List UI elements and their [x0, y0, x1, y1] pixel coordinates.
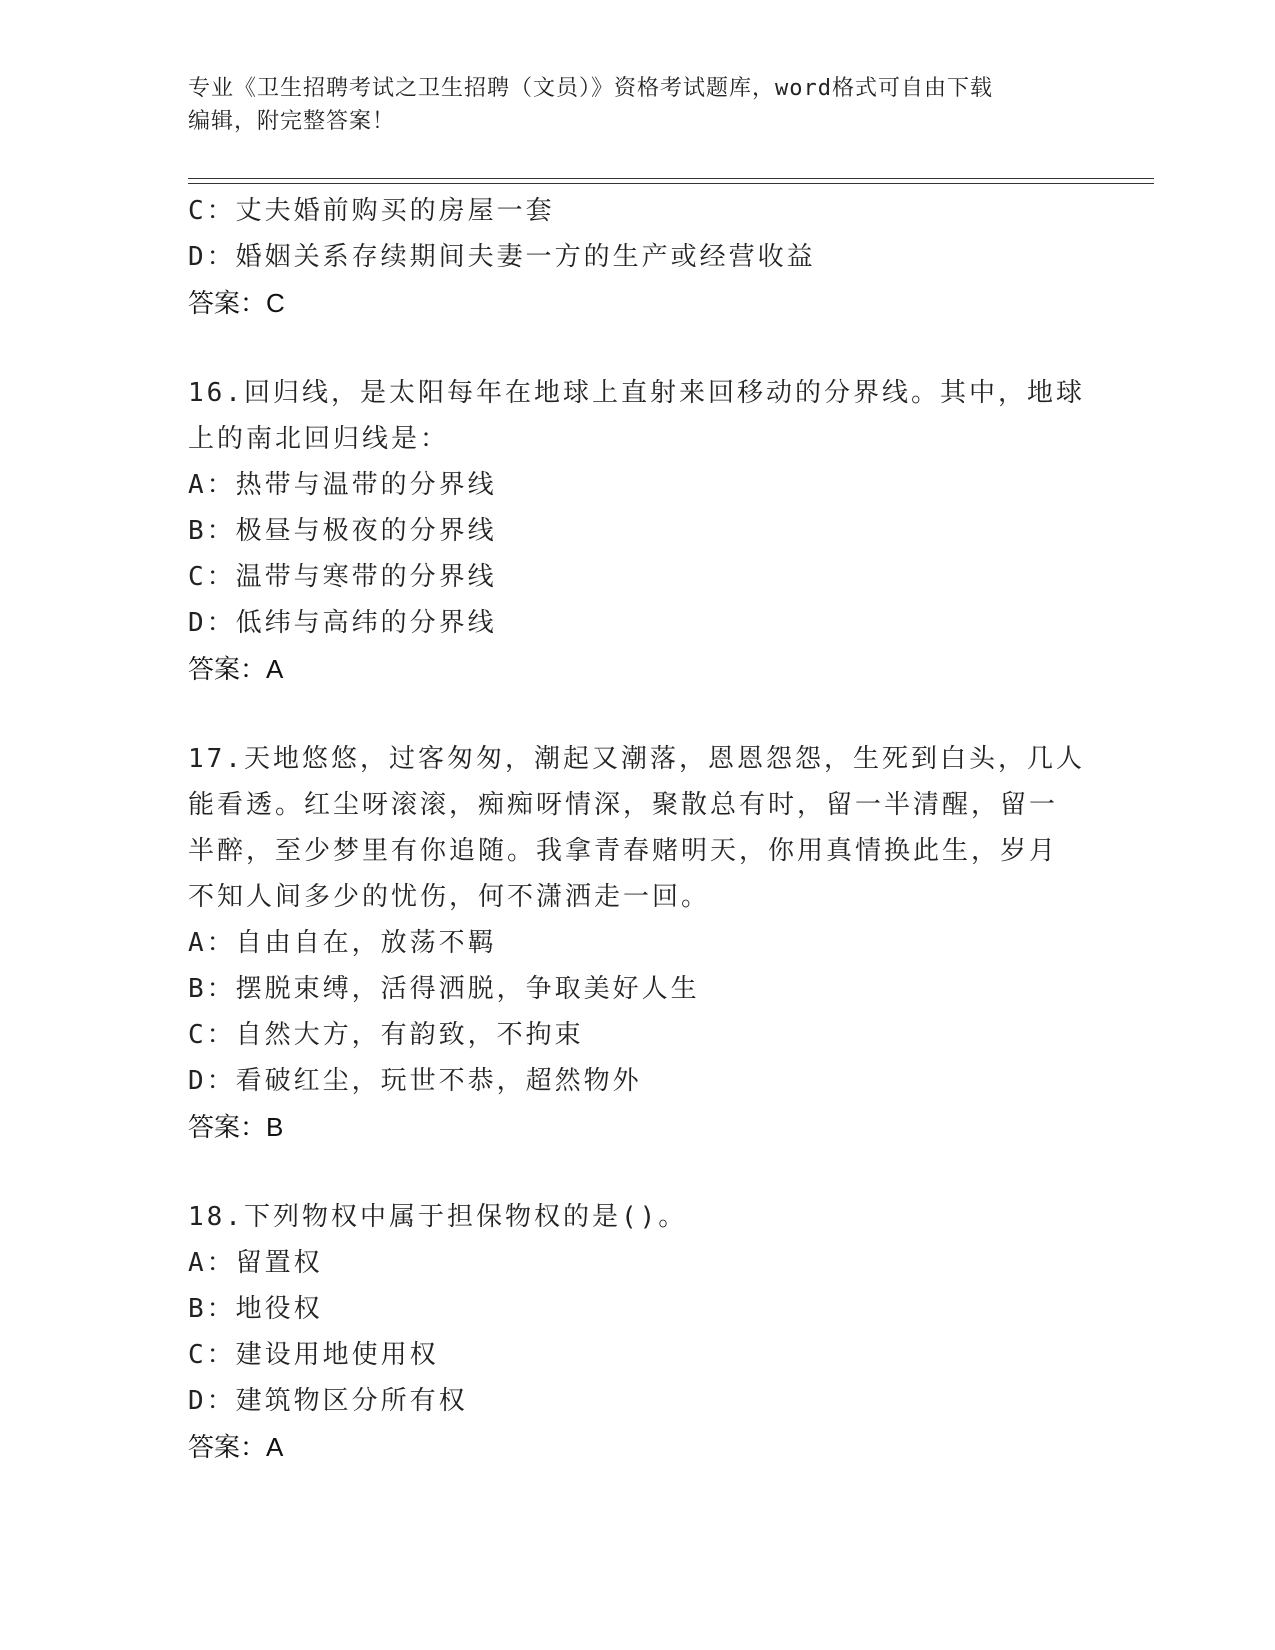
question-stem-line: 不知人间多少的忧伤，何不潇洒走一回。	[188, 882, 711, 912]
question-stem-line: 18.下列物权中属于担保物权的是()。	[188, 1202, 688, 1232]
question-stem-line: 上的南北回归线是：	[188, 424, 450, 454]
question-17	[188, 736, 1088, 1150]
option-d: D：建筑物区分所有权	[188, 1386, 468, 1416]
header-divider-top	[188, 178, 1154, 179]
question-spacer	[188, 1150, 1088, 1194]
answer-value: B	[266, 1112, 284, 1142]
option-b: B：地役权	[188, 1294, 323, 1324]
header-line-1: 专业《卫生招聘考试之卫生招聘（文员）》资格考试题库，word格式可自由下载	[188, 76, 993, 101]
answer-value: A	[266, 1432, 284, 1462]
option-a: A：热带与温带的分界线	[188, 470, 497, 500]
question-spacer	[188, 326, 1088, 370]
answer-line	[188, 646, 1088, 692]
header-line-2: 编辑，附完整答案！	[188, 109, 396, 134]
question-stem-line: 16.回归线，是太阳每年在地球上直射来回移动的分界线。其中，地球	[188, 378, 1085, 408]
option-b: B：摆脱束缚，活得洒脱，争取美好人生	[188, 974, 700, 1004]
answer-value: A	[266, 654, 284, 684]
question-15-tail	[188, 188, 1088, 326]
header-divider-bottom	[188, 183, 1154, 184]
option-b: B：极昼与极夜的分界线	[188, 516, 497, 546]
answer-label: 答案：	[188, 654, 267, 684]
answer-line	[188, 280, 1088, 326]
question-stem-line: 半醉，至少梦里有你追随。我拿青春赌明天，你用真情换此生，岁月	[188, 836, 1059, 866]
option-d: D：低纬与高纬的分界线	[188, 608, 497, 638]
question-stem-line: 17.天地悠悠，过客匆匆，潮起又潮落，恩恩怨怨，生死到白头，几人	[188, 744, 1085, 774]
answer-label: 答案：	[188, 1112, 267, 1142]
question-stem-line: 能看透。红尘呀滚滚，痴痴呀情深，聚散总有时，留一半清醒，留一	[188, 790, 1059, 820]
answer-value: C	[266, 288, 285, 318]
option-c: C：丈夫婚前购买的房屋一套	[188, 196, 555, 226]
document-header	[188, 72, 1088, 138]
option-c: C：温带与寒带的分界线	[188, 562, 497, 592]
answer-label: 答案：	[188, 1432, 267, 1462]
option-d: D：婚姻关系存续期间夫妻一方的生产或经营收益	[188, 242, 816, 272]
question-18	[188, 1194, 1088, 1470]
question-list	[188, 188, 1088, 1470]
answer-label: 答案：	[188, 288, 267, 318]
option-c: C：建设用地使用权	[188, 1340, 439, 1370]
question-spacer	[188, 692, 1088, 736]
option-a: A：留置权	[188, 1248, 323, 1278]
question-16	[188, 370, 1088, 692]
option-c: C：自然大方，有韵致，不拘束	[188, 1020, 584, 1050]
option-d: D：看破红尘，玩世不恭，超然物外	[188, 1066, 642, 1096]
option-a: A：自由自在，放荡不羁	[188, 928, 497, 958]
answer-line	[188, 1424, 1088, 1470]
answer-line	[188, 1104, 1088, 1150]
